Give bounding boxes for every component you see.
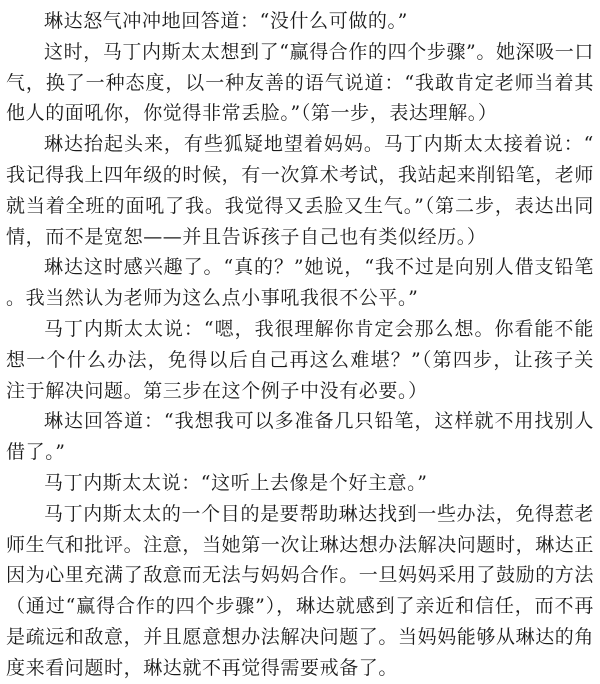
paragraph-4: 琳达这时感兴趣了。“真的？”她说，“我不过是向别人借支铅笔。我当然认为老师为这么点小事吼我很不公平。”	[6, 256, 594, 310]
paragraph-3: 琳达抬起头来，有些狐疑地望着妈妈。马丁内斯太太接着说：“我记得我上四年级的时候，有一次算术考试，我站起来削铅笔，老师就当着全班的面吼了我。我觉得又丢脸又生气。”（第二步，表达出同情，而不是宽恕——并且告诉孩子自己也有类似经历。）	[6, 133, 595, 248]
paragraph-1: 琳达怒气冲冲地回答道：“没什么可做的。”	[44, 10, 408, 32]
paragraph-7: 马丁内斯太太说：“这听上去像是个好主意。”	[44, 471, 428, 494]
paragraph-8: 马丁内斯太太的一个目的是要帮助琳达找到一些办法，免得惹老师生气和批评。注意，当她第一次让琳达想办法解决问题时，琳达正因为心里充满了敌意而无法与妈妈合作。一旦妈妈采用了鼓励的方法（通过“赢得合作的四个步骤”），琳达就感到了亲近和信任，而不再是疏远和敌意，并且愿意想办法解决问题了。当妈妈能够从琳达的角度来看问题时，琳达就不再觉得需要戒备了。	[6, 502, 595, 679]
paragraph-5: 马丁内斯太太说：“嗯，我很理解你肯定会那么想。你看能不能想一个什么办法，免得以后自己再这么难堪？”（第四步，让孩子关注于解决问题。第三步在这个例子中没有必要。）	[6, 317, 594, 402]
paragraph-6: 琳达回答道：“我想我可以多准备几只铅笔，这样就不用找别人借了。”	[6, 410, 594, 464]
paragraph-2: 这时，马丁内斯太太想到了“赢得合作的四个步骤”。她深吸一口气，换了一种态度，以一种友善的语气说道：“我敢肯定老师当着其他人的面吼你，你觉得非常丢脸。”（第一步，表达理解。）	[6, 40, 594, 125]
